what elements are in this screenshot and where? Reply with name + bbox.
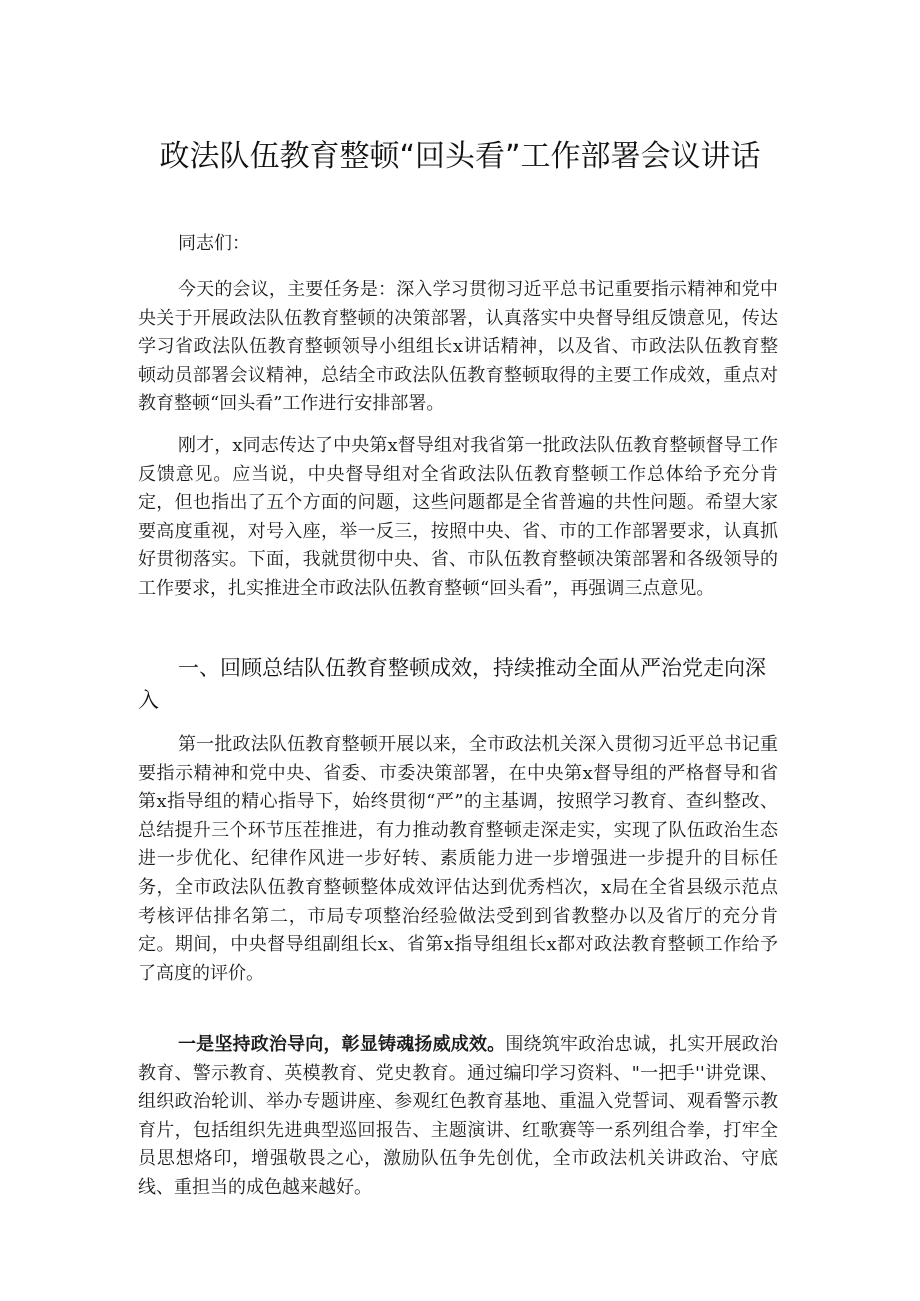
- section-heading-1: 一、回顾总结队伍教育整顿成效，持续推动全面从严治党走向深入: [138, 656, 766, 712]
- paragraph-intro: 今天的会议，主要任务是：深入学习贯彻习近平总书记重要指示精神和党中央关于开展政法队伍教育整顿的决策部署，认真落实中央督导组反馈意见，传达学习省政法队伍教育整顿领导小组组长x讲话精神，以及省、市政法队伍教育整顿动员部署会议精神，总结全市政法队伍教育整顿取得的主要工作成效，重点对教育整顿“回头看”工作进行安排部署。: [138, 279, 778, 415]
- paragraph-political-guidance: [138, 1031, 778, 1203]
- paragraph-lead-rest: 围绕筑牢政治忠诚，扎实开展政治教育、警示教育、英模教育、党史教育。通过编印学习资料、"一把手''讲党课、组织政治轮训、举办专题讲座、参观红色教育基地、重温入党誓词、观看警示教育片，包括组织先进典型巡回报告、主题演讲、红歌赛等一系列组合拳，打牢全员思想烙印，增强敬畏之心，激励队伍争先创优，全市政法机关讲政治、守底线、重担当的成色越来越好。: [138, 1034, 778, 1198]
- paragraph-lead-bold: 一是坚持政治导向，彰显铸魂扬威成效。: [178, 1034, 506, 1055]
- salutation: 同志们：: [178, 233, 250, 254]
- paragraph-review: 第一批政法队伍教育整顿开展以来，全市政法机关深入贯彻习近平总书记重要指示精神和党中央、省委、市委决策部署，在中央第x督导组的严格督导和省第x指导组的精心指导下，始终贯彻“严”的主基调，按照学习教育、查纠整改、总结提升三个环节压茬推进，有力推动教育整顿走深走实，实现了队伍政治生态进一步优化、纪律作风进一步好转、素质能力进一步增强进一步提升的目标任务，全市政法队伍教育整顿整体成效评估达到优秀档次，x局在全省县级示范点考核评估排名第二，市局专项整治经验做法受到到省教整办以及省厅的充分肯定。期间，中央督导组副组长x、省第x指导组组长x都对政法教育整顿工作给予了高度的评价。: [138, 734, 778, 984]
- document-title: 政法队伍教育整顿“回头看”工作部署会议讲话: [159, 139, 761, 174]
- paragraph-background: 刚才，x同志传达了中央第x督导组对我省第一批政法队伍教育整顿督导工作反馈意见。应当说，中央督导组对全省政法队伍教育整顿工作总体给予充分肯定，但也指出了五个方面的问题，这些问题都是全省普遍的共性问题。希望大家要高度重视，对号入座，举一反三，按照中央、省、市的工作部署要求，认真抓好贯彻落实。下面，我就贯彻中央、省、市队伍教育整顿决策部署和各级领导的工作要求，扎实推进全市政法队伍教育整顿“回头看”，再强调三点意见。: [138, 435, 778, 599]
